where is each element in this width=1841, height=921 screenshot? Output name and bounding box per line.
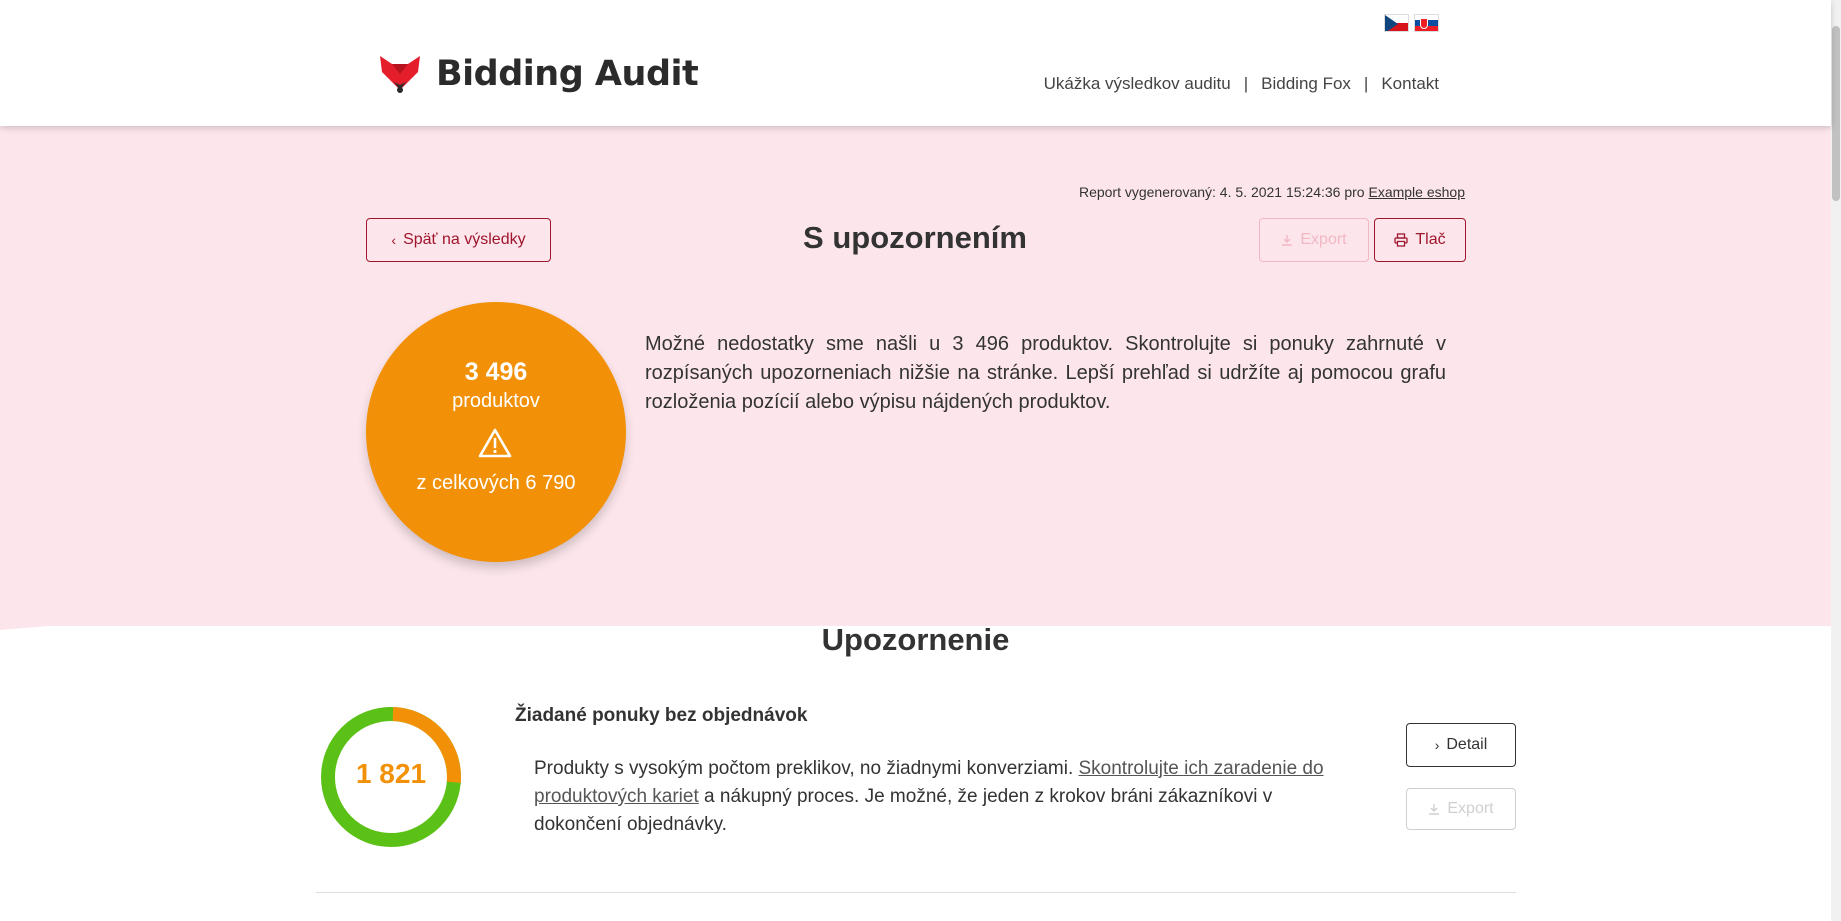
warning-count-unit: produktov [452,390,540,412]
warning-summary-circle [366,302,626,562]
back-button-label: Späť na výsledky [403,231,526,248]
sk-flag-icon[interactable] [1414,14,1439,32]
print-button-label: Tlač [1415,231,1446,248]
logo-text: Bidding Audit [436,54,699,94]
download-icon [1428,803,1440,815]
back-to-results-button[interactable] [366,218,551,262]
warning-item-value: 1 821 [355,758,427,789]
print-button[interactable] [1374,218,1466,262]
item-export-label: Export [1447,800,1494,817]
nav-audit-sample[interactable]: Ukážka výsledkov auditu [1043,74,1231,93]
nav-bidding-fox[interactable]: Bidding Fox [1261,74,1351,93]
nav-contact[interactable]: Kontakt [1381,74,1439,93]
section-divider [316,892,1516,893]
fox-logo-icon [378,52,422,96]
logo[interactable] [378,52,698,96]
hero-wave [0,480,1831,640]
total-products: z celkových 6 790 [416,472,576,494]
warning-count: 3 496 [464,358,528,386]
report-generated-info [1079,184,1465,200]
download-icon [1281,234,1293,246]
scrollbar-thumb[interactable] [1832,26,1840,201]
warning-triangle-icon [478,428,512,458]
site-header [0,0,1831,126]
export-button[interactable] [1259,218,1369,262]
nav-separator: | [1363,74,1369,93]
detail-button[interactable] [1406,723,1516,767]
shop-link[interactable]: Example eshop [1368,184,1465,200]
summary-description: Možné nedostatky sme našli u 3 496 produktov. Skontrolujte si ponuky zahrnuté v rozpísaných upozorneniach nižšie na stránke. Lepší prehľad si udržíte aj pomocou grafu rozloženia pozícií alebo výpisu nájdených produktov. [645,333,1446,413]
description-text: Produkty s vysokým počtom preklikov, no žiadnymi konverziami. [534,758,1079,779]
item-export-button[interactable] [1406,788,1516,830]
section-title: Upozornenie [821,622,1010,657]
printer-icon [1394,233,1408,247]
warning-item-description [534,755,1324,839]
page-scrollbar[interactable] [1831,0,1841,921]
main-nav [1044,74,1439,94]
export-button-label: Export [1300,231,1347,248]
chevron-left-icon: ‹ [391,232,397,248]
warning-item-title: Žiadané ponuky bez objednávok [515,705,808,726]
cz-flag-icon[interactable] [1384,14,1409,32]
report-generated-label: Report vygenerovaný: 4. 5. 2021 15:24:36 pro [1078,184,1365,200]
language-switcher [1384,14,1439,32]
check-product-cards-link[interactable]: Skontrolujte ich zaradenie do produktových kariet [534,758,1324,807]
detail-button-label: Detail [1446,736,1488,753]
chevron-right-icon: › [1434,737,1440,753]
page-title: S upozornením [803,220,1027,255]
nav-separator: | [1243,74,1249,93]
description-text: a nákupný proces. Je možné, že jeden z krokov bráni zákazníkovi v dokončení objednávky. [534,786,1273,835]
